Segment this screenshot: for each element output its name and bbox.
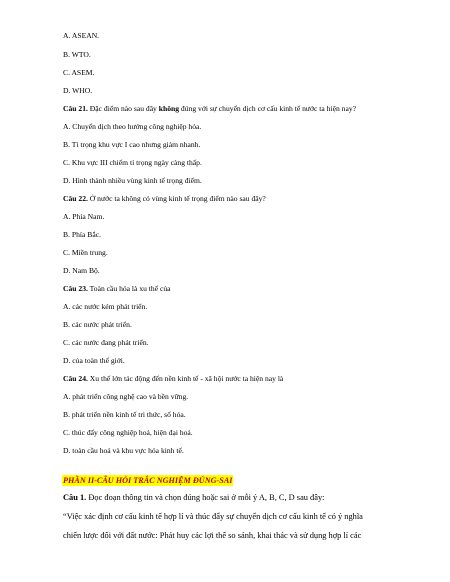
question-number: Câu 22.	[63, 194, 88, 203]
option-c: C. ASEM.	[63, 68, 95, 77]
question-text: Ở nước ta không có vùng kinh tế trọng điểm nào sau đây?	[87, 194, 266, 203]
question-text: Toàn cầu hóa là xu thế của	[87, 284, 171, 293]
option-a: A. ASEAN.	[63, 31, 100, 40]
part2-question-1	[63, 492, 426, 504]
passage-line: chiến lược đối với đất nước: Phát huy các lợi thế so sánh, khai thác và sử dụng hợp lí các	[63, 531, 362, 540]
question-text: Xu thế lớn tác động đến nền kinh tế - xã hội nước ta hiện nay là	[87, 374, 284, 383]
option-c: C. thúc đẩy công nghiệp hoá, hiện đại hoá.	[63, 428, 193, 437]
option-d: D. Hình thành nhiều vùng kinh tế trọng điểm.	[63, 176, 202, 185]
option-b: B. Phía Bắc.	[63, 230, 101, 239]
question-text: Đọc đoạn thông tin và chọn đúng hoặc sai ở mỗi ý A, B, C, D sau đây:	[86, 493, 325, 502]
question-text: Đặc điểm nào sau đây	[87, 104, 159, 113]
section-title: PHẦN II-CÂU HỎI TRẮC NGHIỆM ĐÚNG-SAI	[63, 476, 233, 485]
question-number: Câu 23.	[63, 284, 88, 293]
question-number: Câu 1.	[63, 493, 87, 502]
question-23	[63, 284, 426, 294]
option-d: D. toàn cầu hoá và khu vực hóa kinh tế.	[63, 446, 184, 455]
option-d: D. của toàn thế giới.	[63, 356, 125, 365]
question-number: Câu 21.	[63, 104, 88, 113]
option-a: A. Chuyển dịch theo hướng công nghiệp hóa.	[63, 122, 202, 131]
question-number: Câu 24.	[63, 374, 88, 383]
option-c: C. Khu vực III chiếm tỉ trọng ngày càng thấp.	[63, 158, 202, 167]
option-d: D. Nam Bộ.	[63, 266, 100, 275]
option-c: C. các nước đang phát triển.	[63, 338, 149, 347]
question-emphasis: không	[158, 104, 180, 113]
question-22	[63, 194, 426, 204]
option-c: C. Miền trung.	[63, 248, 108, 257]
option-a: A. phát triển công nghệ cao và bền vững.	[63, 392, 189, 401]
question-24	[63, 374, 426, 384]
option-b: B. phát triển nền kinh tế tri thức, số hóa.	[63, 410, 186, 419]
question-text: đúng với sự chuyển dịch cơ cấu kinh tế nước ta hiện nay?	[179, 104, 356, 113]
option-b: B. WTO.	[63, 50, 91, 59]
passage-line: “Việc xác định cơ cấu kinh tế hợp lí và thúc đẩy sự chuyển dịch cơ cấu kinh tế có ý nghĩa	[63, 512, 363, 521]
option-a: A. các nước kém phát triển.	[63, 302, 148, 311]
option-b: B. các nước phát triển.	[63, 320, 132, 329]
option-b: B. Tỉ trọng khu vực I cao nhưng giảm nhanh.	[63, 140, 201, 149]
option-a: A. Phía Nam.	[63, 212, 105, 221]
option-d: D. WHO.	[63, 86, 93, 95]
question-21	[63, 104, 426, 114]
